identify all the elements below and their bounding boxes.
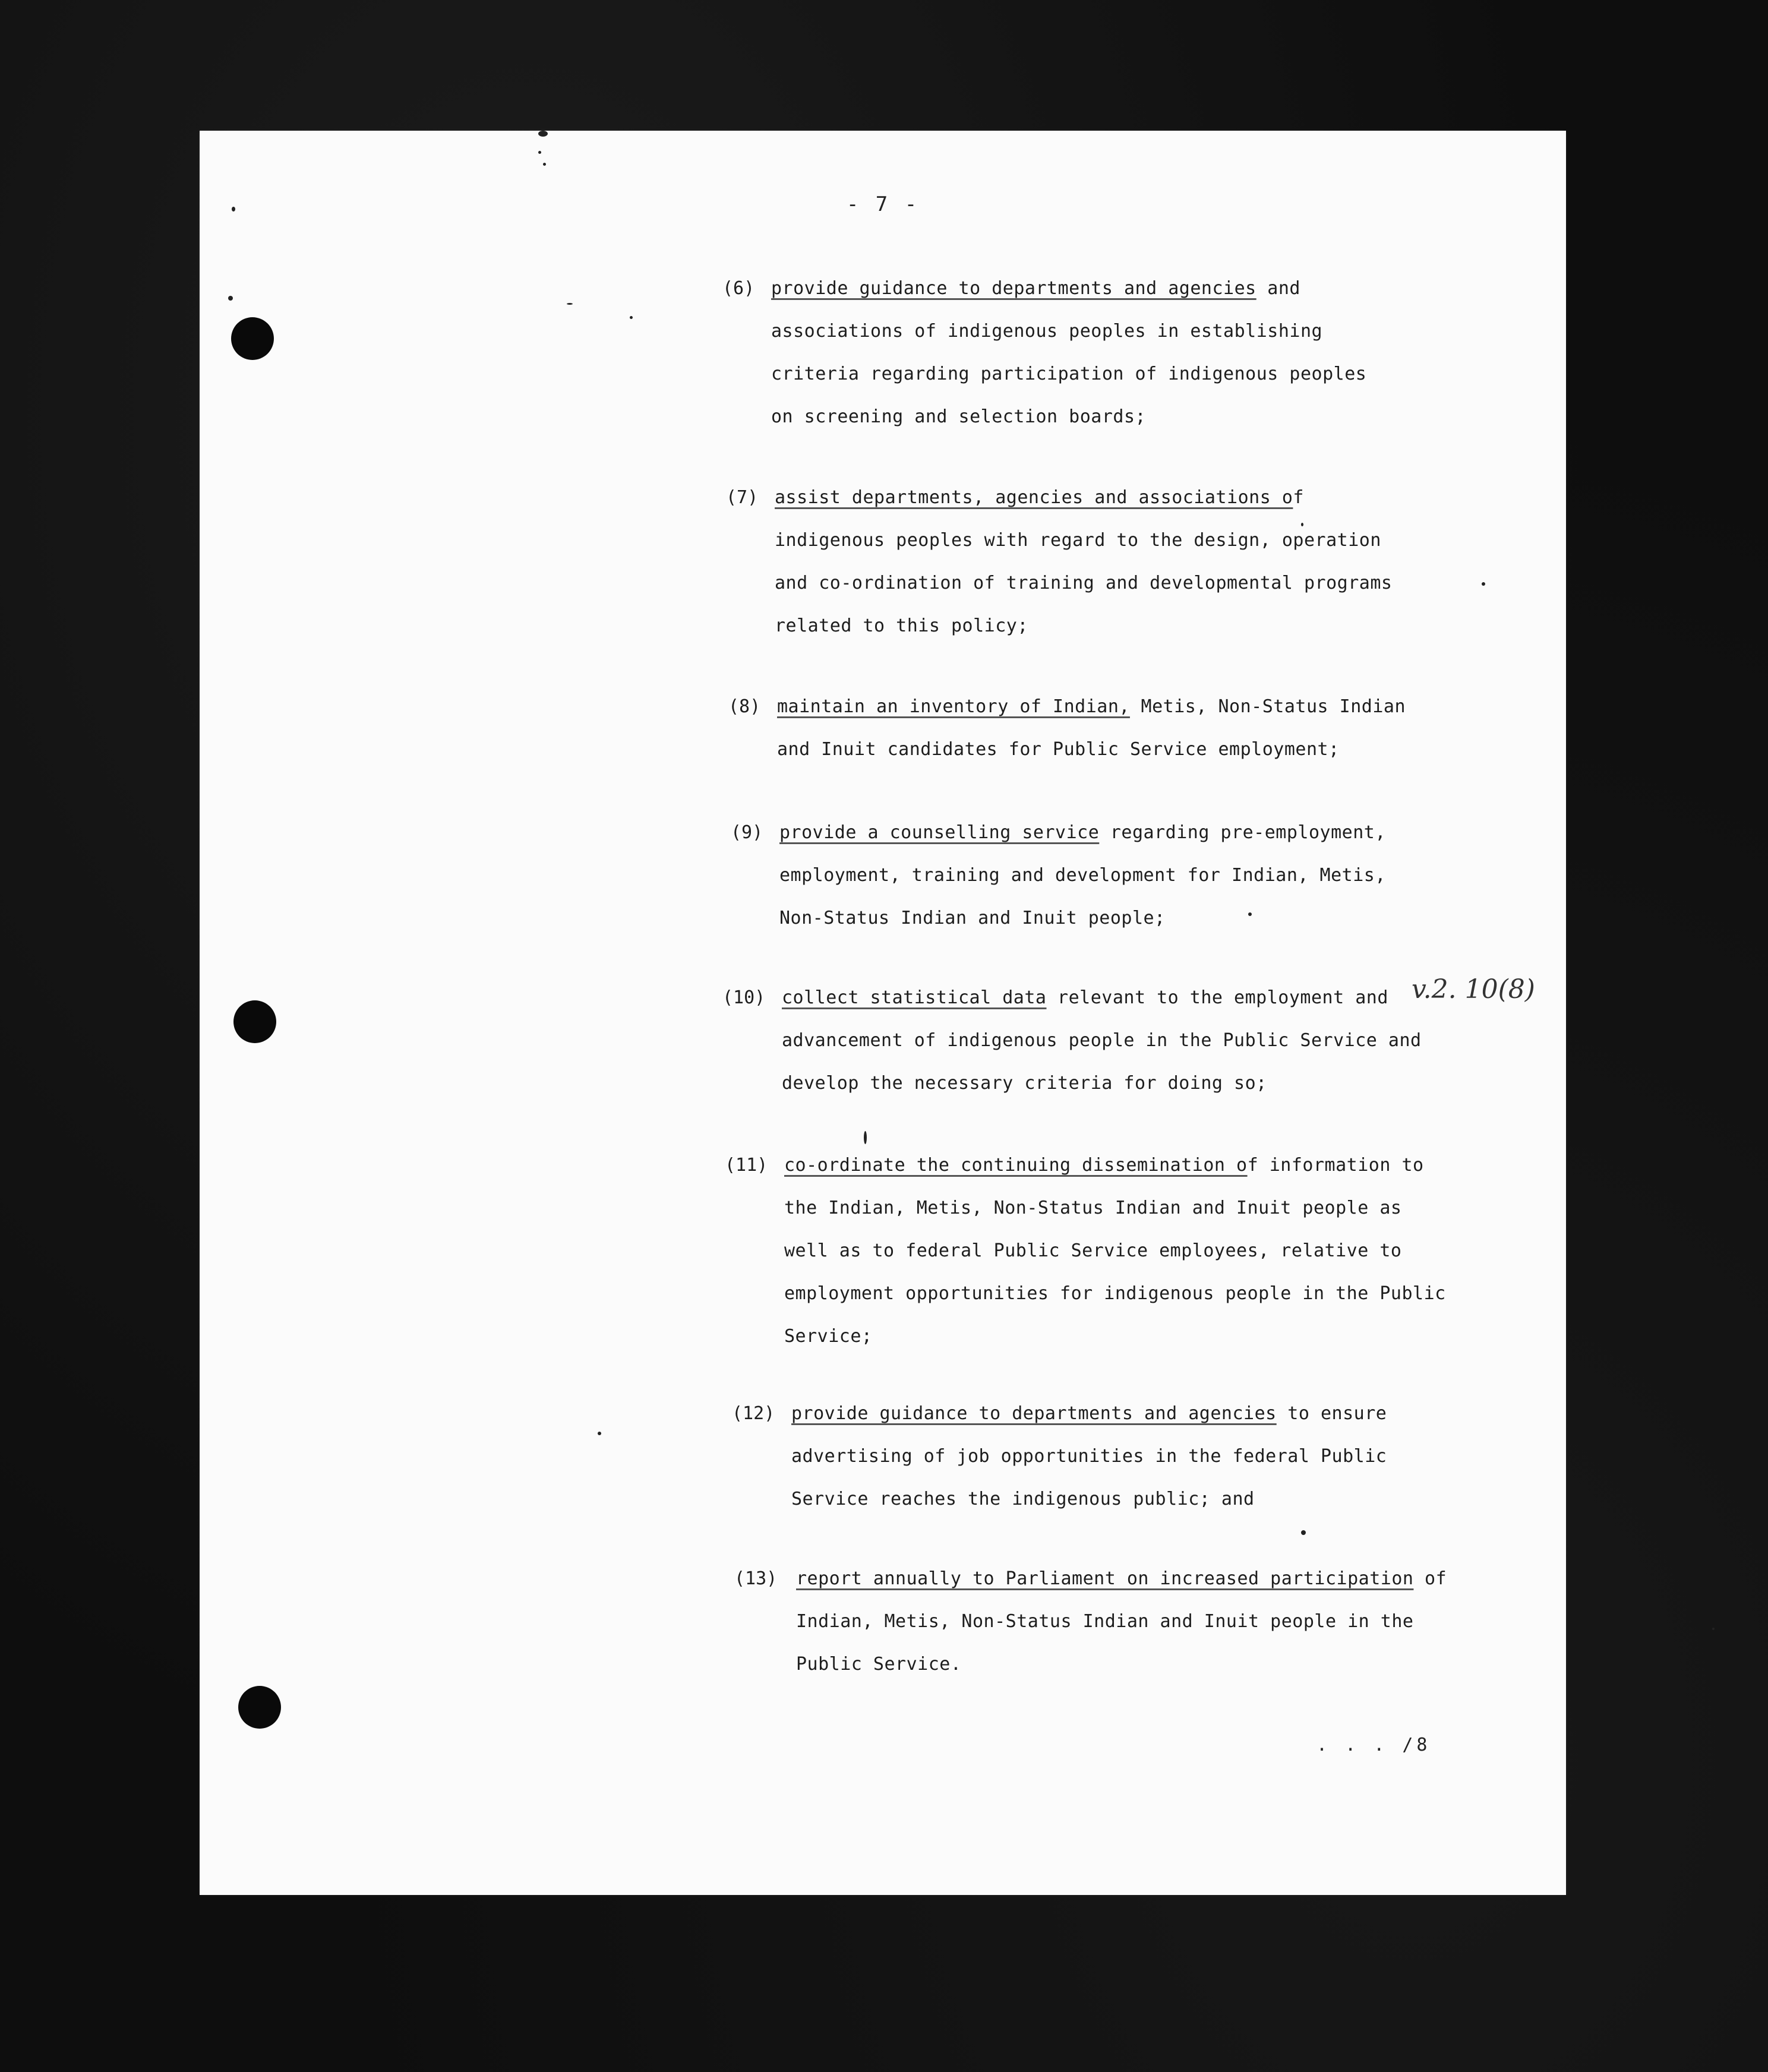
item-line bbox=[784, 1326, 873, 1347]
item-line bbox=[777, 696, 1406, 717]
item-line bbox=[779, 865, 1386, 886]
item-line bbox=[796, 1568, 1447, 1589]
item-line bbox=[771, 321, 1322, 342]
line-text: on screening and selection boards; bbox=[771, 406, 1147, 427]
underlined-text: maintain an inventory of Indian, bbox=[777, 696, 1130, 717]
item-number: (10) bbox=[722, 987, 766, 1008]
scan-speck bbox=[864, 1131, 867, 1144]
continuation-marker: . . . /8 bbox=[1316, 1735, 1431, 1755]
line-text: regarding pre-employment, bbox=[1099, 822, 1386, 843]
item-line bbox=[784, 1155, 1424, 1176]
punch-hole bbox=[238, 1686, 281, 1729]
scan-speck bbox=[538, 131, 548, 137]
scan-speck bbox=[1301, 1530, 1306, 1535]
line-text: to ensure bbox=[1276, 1403, 1387, 1424]
line-text: employment opportunities for indigenous people in the Public bbox=[784, 1283, 1446, 1304]
underlined-text: provide a counselling service bbox=[779, 822, 1100, 843]
item-line bbox=[775, 530, 1381, 551]
item-line bbox=[791, 1446, 1387, 1467]
scan-speck bbox=[567, 303, 573, 305]
underlined-text: assist departments, agencies and associations o bbox=[775, 487, 1293, 508]
item-number: (8) bbox=[728, 696, 761, 717]
underlined-text: co-ordinate the continuing dissemination o bbox=[784, 1155, 1248, 1176]
line-text: advertising of job opportunities in the federal Public bbox=[791, 1446, 1387, 1467]
item-number: (7) bbox=[726, 487, 759, 508]
scan-speck bbox=[1712, 1628, 1715, 1630]
item-line bbox=[779, 908, 1166, 928]
line-text: relevant to the employment and bbox=[1046, 987, 1388, 1008]
scan-speck bbox=[228, 296, 233, 301]
line-text: indigenous peoples with regard to the design, operation bbox=[775, 530, 1381, 551]
line-text: Service reaches the indigenous public; and bbox=[791, 1489, 1255, 1509]
line-text: related to this policy; bbox=[775, 615, 1028, 636]
line-text: f bbox=[1293, 487, 1304, 508]
item-line bbox=[784, 1283, 1446, 1304]
page-number: - 7 - bbox=[846, 192, 920, 216]
line-text: employment, training and development for Indian, Metis, bbox=[779, 865, 1386, 886]
item-line bbox=[777, 739, 1340, 760]
punch-hole bbox=[231, 317, 274, 360]
line-text: Indian, Metis, Non-Status Indian and Inuit people in the bbox=[796, 1611, 1414, 1632]
item-number: (6) bbox=[722, 278, 755, 299]
punch-hole bbox=[233, 1000, 276, 1043]
item-line bbox=[784, 1198, 1401, 1218]
line-text: advancement of indigenous people in the Public Service and bbox=[782, 1030, 1422, 1051]
scan-speck bbox=[1482, 582, 1485, 586]
line-text: associations of indigenous peoples in establishing bbox=[771, 321, 1323, 342]
scan-speck bbox=[630, 316, 633, 319]
line-text: and bbox=[1256, 278, 1300, 299]
item-line bbox=[775, 573, 1392, 593]
item-line bbox=[796, 1611, 1413, 1632]
item-line bbox=[791, 1403, 1387, 1424]
item-line bbox=[775, 487, 1304, 508]
line-text: Service; bbox=[784, 1326, 873, 1347]
scan-speck bbox=[543, 163, 546, 166]
underlined-text: collect statistical data bbox=[782, 987, 1047, 1008]
line-text: criteria regarding participation of indigenous peoples bbox=[771, 364, 1367, 384]
item-line bbox=[779, 822, 1386, 843]
handwritten-margin-note: v.2. 10(8) bbox=[1412, 974, 1535, 1005]
item-line bbox=[771, 364, 1366, 384]
line-text: Public Service. bbox=[796, 1654, 962, 1675]
underlined-text: report annually to Parliament on increased participation bbox=[796, 1568, 1414, 1589]
line-text: and Inuit candidates for Public Service employment; bbox=[777, 739, 1340, 760]
line-text: develop the necessary criteria for doing so; bbox=[782, 1073, 1267, 1094]
line-text: of bbox=[1413, 1568, 1447, 1589]
scan-speck bbox=[1248, 912, 1252, 916]
line-text: well as to federal Public Service employees, relative to bbox=[784, 1240, 1402, 1261]
underlined-text: provide guidance to departments and agencies bbox=[771, 278, 1256, 299]
item-number: (11) bbox=[725, 1155, 768, 1176]
item-line bbox=[784, 1240, 1401, 1261]
item-line bbox=[782, 1030, 1422, 1051]
document-page bbox=[200, 131, 1566, 1895]
item-line bbox=[791, 1489, 1255, 1509]
line-text: and co-ordination of training and developmental programs bbox=[775, 573, 1393, 593]
item-line bbox=[771, 406, 1146, 427]
item-number: (12) bbox=[732, 1403, 775, 1424]
item-number: (13) bbox=[734, 1568, 778, 1589]
item-line bbox=[782, 987, 1388, 1008]
item-number: (9) bbox=[731, 822, 763, 843]
line-text: Non-Status Indian and Inuit people; bbox=[779, 908, 1166, 928]
item-line bbox=[771, 278, 1300, 299]
underlined-text: provide guidance to departments and agencies bbox=[791, 1403, 1277, 1424]
scan-speck bbox=[598, 1432, 601, 1435]
line-text: f information to bbox=[1247, 1155, 1424, 1176]
item-line bbox=[782, 1073, 1267, 1094]
scan-speck bbox=[1301, 523, 1303, 526]
item-line bbox=[775, 615, 1028, 636]
line-text: Metis, Non-Status Indian bbox=[1129, 696, 1406, 717]
line-text: the Indian, Metis, Non-Status Indian and Inuit people as bbox=[784, 1198, 1402, 1218]
scan-speck bbox=[538, 151, 541, 154]
item-line bbox=[796, 1654, 961, 1675]
